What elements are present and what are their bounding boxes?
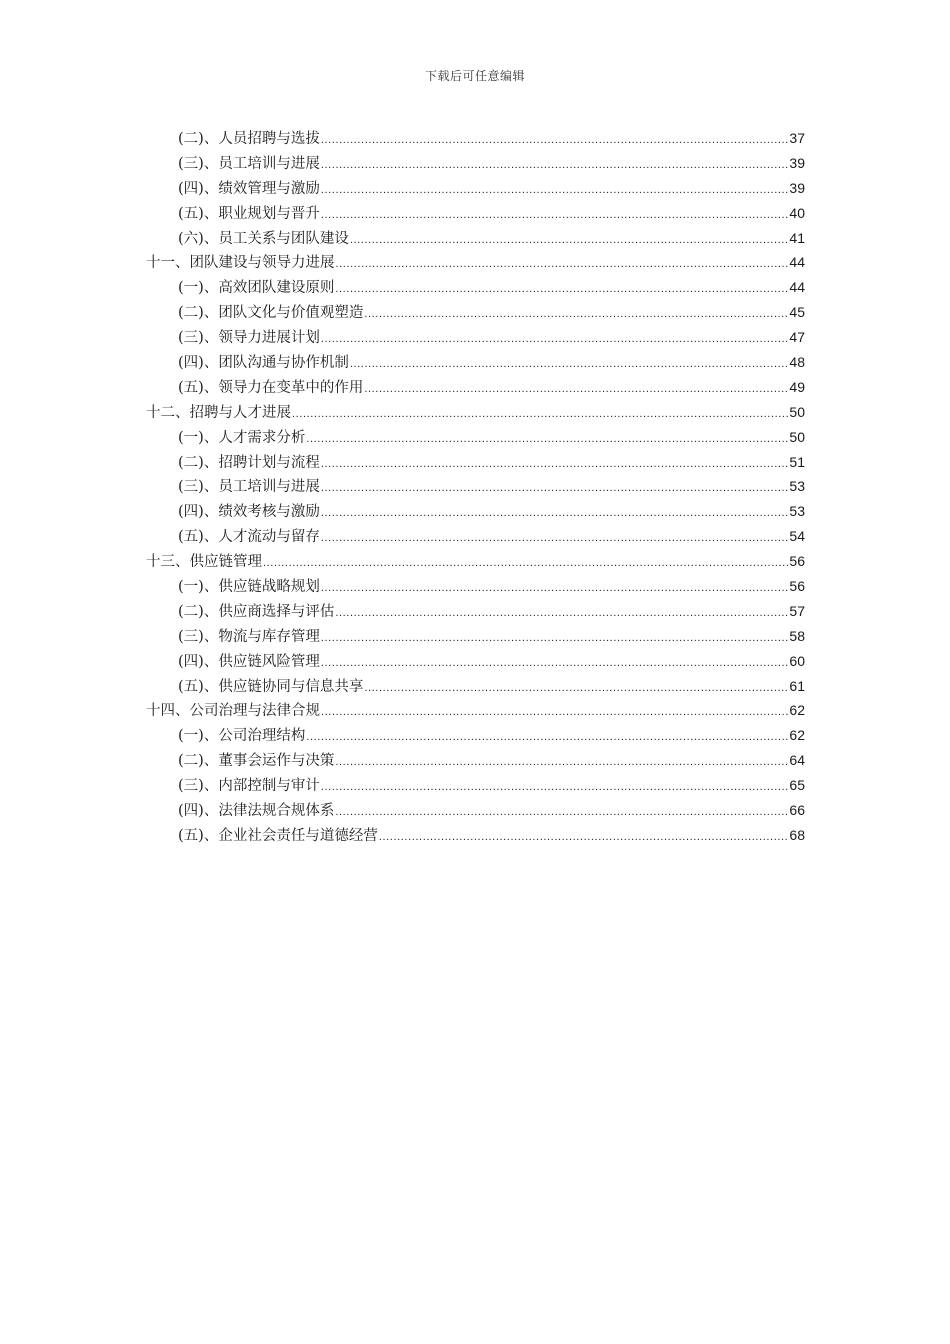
toc-dot-leader [321, 775, 789, 800]
toc-entry-page-number: 40 [789, 204, 805, 221]
toc-entry-title: (四)、绩效考核与激励 [178, 504, 320, 521]
toc-dot-leader [321, 700, 788, 725]
toc-dot-leader [335, 800, 788, 825]
toc-entry-title: 十三、供应链管理 [146, 554, 262, 571]
toc-dot-leader [350, 228, 789, 253]
toc-entry-title: (六)、员工关系与团队建设 [178, 230, 349, 247]
toc-entry-title: (五)、供应链协同与信息共享 [178, 678, 364, 695]
toc-section-entry[interactable] [178, 474, 805, 499]
toc-entry-title: (四)、法律法规合规体系 [178, 803, 335, 820]
toc-entry-title: (五)、领导力在变革中的作用 [178, 379, 364, 396]
toc-dot-leader [321, 651, 789, 676]
toc-chapter-entry[interactable] [146, 250, 805, 275]
toc-entry-title: (一)、高效团队建设原则 [178, 280, 335, 297]
toc-dot-leader [350, 352, 789, 377]
toc-entry-page-number: 45 [789, 304, 805, 321]
toc-section-entry[interactable] [178, 773, 805, 798]
toc-dot-leader [321, 203, 789, 228]
toc-entry-page-number: 53 [789, 478, 805, 495]
toc-entry-page-number: 65 [789, 777, 805, 794]
toc-dot-leader [335, 750, 788, 775]
toc-entry-title: (三)、员工培训与进展 [178, 155, 320, 172]
toc-section-entry[interactable] [178, 574, 805, 599]
toc-entry-title: 十一、团队建设与领导力进展 [146, 255, 335, 272]
toc-dot-leader [306, 725, 788, 750]
toc-section-entry[interactable] [178, 275, 805, 300]
toc-entry-title: (四)、绩效管理与激励 [178, 180, 320, 197]
toc-entry-page-number: 60 [789, 652, 805, 669]
toc-entry-title: (二)、团队文化与价值观塑造 [178, 305, 364, 322]
toc-entry-title: (一)、供应链战略规划 [178, 579, 320, 596]
toc-entry-page-number: 49 [789, 378, 805, 395]
toc-entry-title: (二)、招聘计划与流程 [178, 454, 320, 471]
table-of-contents [0, 126, 950, 848]
toc-dot-leader [263, 551, 788, 576]
toc-entry-title: (五)、人才流动与留存 [178, 529, 320, 546]
toc-entry-page-number: 44 [789, 279, 805, 296]
toc-section-entry[interactable] [178, 350, 805, 375]
toc-entry-title: (三)、内部控制与审计 [178, 778, 320, 795]
toc-section-entry[interactable] [178, 126, 805, 151]
toc-dot-leader [321, 476, 789, 501]
toc-section-entry[interactable] [178, 823, 805, 848]
toc-dot-leader [364, 676, 788, 701]
toc-dot-leader [336, 252, 789, 277]
toc-entry-title: (三)、领导力进展计划 [178, 330, 320, 347]
toc-dot-leader [321, 452, 789, 477]
toc-entry-title: 十四、公司治理与法律合规 [146, 703, 320, 720]
toc-section-entry[interactable] [178, 226, 805, 251]
toc-section-entry[interactable] [178, 524, 805, 549]
toc-section-entry[interactable] [178, 176, 805, 201]
toc-entry-page-number: 39 [789, 154, 805, 171]
toc-entry-page-number: 37 [789, 130, 805, 146]
toc-entry-page-number: 68 [789, 826, 805, 843]
toc-dot-leader [321, 576, 789, 601]
toc-entry-page-number: 62 [789, 702, 805, 719]
toc-section-entry[interactable] [178, 425, 805, 450]
toc-entry-page-number: 48 [789, 354, 805, 371]
toc-section-entry[interactable] [178, 674, 805, 699]
toc-entry-title: (五)、职业规划与晋升 [178, 205, 320, 222]
toc-entry-page-number: 41 [789, 229, 805, 246]
toc-section-entry[interactable] [178, 649, 805, 674]
toc-entry-title: (五)、企业社会责任与道德经营 [178, 827, 378, 844]
toc-section-entry[interactable] [178, 325, 805, 350]
toc-section-entry[interactable] [178, 151, 805, 176]
toc-chapter-entry[interactable] [146, 698, 805, 723]
toc-section-entry[interactable] [178, 599, 805, 624]
toc-section-entry[interactable] [178, 450, 805, 475]
toc-entry-page-number: 39 [789, 179, 805, 196]
toc-section-entry[interactable] [178, 201, 805, 226]
toc-dot-leader [321, 327, 789, 352]
toc-dot-leader [321, 501, 789, 526]
toc-section-entry[interactable] [178, 723, 805, 748]
toc-section-entry[interactable] [178, 300, 805, 325]
toc-entry-page-number: 64 [789, 752, 805, 769]
toc-chapter-entry[interactable] [146, 400, 805, 425]
toc-entry-page-number: 66 [789, 802, 805, 819]
toc-chapter-entry[interactable] [146, 549, 805, 574]
toc-dot-leader [379, 825, 789, 850]
toc-dot-leader [321, 128, 789, 153]
toc-dot-leader [321, 178, 789, 203]
toc-entry-page-number: 50 [789, 428, 805, 445]
toc-entry-title: (一)、公司治理结构 [178, 728, 306, 745]
toc-entry-page-number: 62 [789, 727, 805, 744]
toc-entry-page-number: 50 [789, 403, 805, 420]
toc-dot-leader [321, 153, 789, 178]
toc-entry-title: 十二、招聘与人才进展 [146, 404, 291, 421]
toc-entry-title: (二)、董事会运作与决策 [178, 753, 335, 770]
toc-dot-leader [306, 427, 788, 452]
toc-dot-leader [335, 601, 788, 626]
toc-dot-leader [321, 526, 789, 551]
toc-entry-page-number: 56 [789, 553, 805, 570]
toc-section-entry[interactable] [178, 499, 805, 524]
toc-dot-leader [364, 302, 788, 327]
toc-dot-leader [364, 377, 788, 402]
toc-section-entry[interactable] [178, 624, 805, 649]
toc-entry-title: (四)、团队沟通与协作机制 [178, 355, 349, 372]
toc-entry-page-number: 58 [789, 627, 805, 644]
toc-entry-page-number: 51 [789, 453, 805, 470]
toc-entry-page-number: 44 [789, 254, 805, 271]
toc-entry-page-number: 56 [789, 578, 805, 595]
toc-entry-title: (三)、物流与库存管理 [178, 628, 320, 645]
toc-entry-page-number: 57 [789, 602, 805, 619]
toc-entry-page-number: 53 [789, 503, 805, 520]
toc-entry-page-number: 61 [789, 677, 805, 694]
toc-entry-title: (一)、人才需求分析 [178, 429, 306, 446]
toc-section-entry[interactable] [178, 798, 805, 823]
toc-section-entry[interactable] [178, 375, 805, 400]
toc-entry-title: (二)、人员招聘与选拔 [178, 131, 320, 147]
toc-dot-leader [292, 402, 788, 427]
page-header: 下载后可任意编辑 [424, 69, 525, 83]
toc-dot-leader [321, 626, 789, 651]
toc-entry-page-number: 47 [789, 329, 805, 346]
toc-entry-title: (三)、员工培训与进展 [178, 479, 320, 496]
toc-section-entry[interactable] [178, 748, 805, 773]
toc-dot-leader [335, 277, 788, 302]
toc-entry-title: (四)、供应链风险管理 [178, 653, 320, 670]
toc-entry-page-number: 54 [789, 528, 805, 545]
toc-entry-title: (二)、供应商选择与评估 [178, 603, 335, 620]
